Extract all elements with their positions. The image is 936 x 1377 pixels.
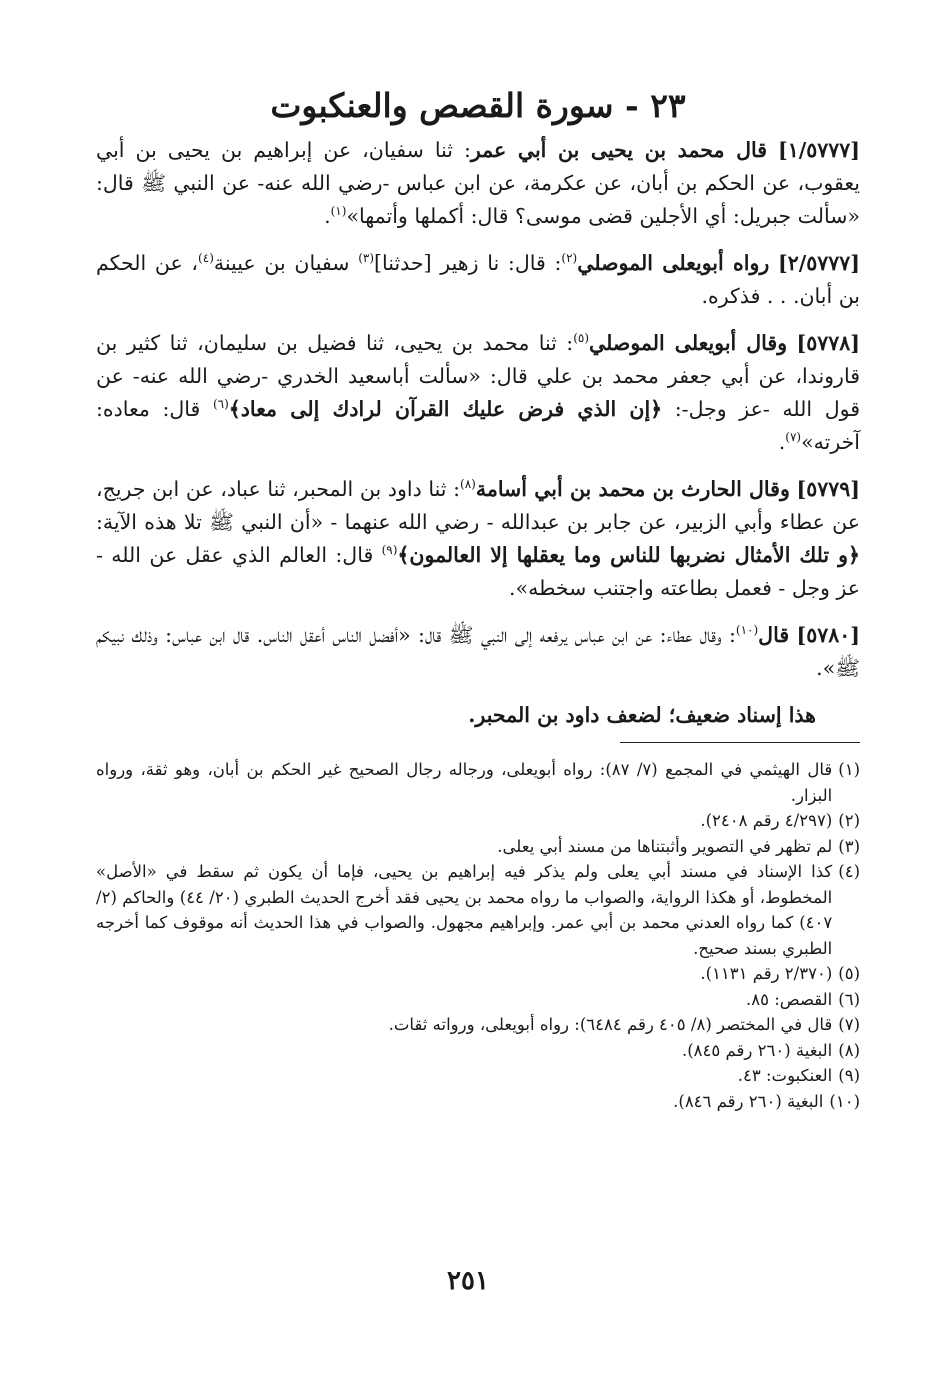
footnote-text: (٤/٢٩٧ رقم ٢٤٠٨). — [700, 811, 833, 830]
entry-tail: . — [324, 204, 331, 228]
footnote-marker[interactable]: (٨) — [460, 477, 476, 491]
footnote-divider — [620, 742, 860, 743]
footnote-number: (١٠) — [829, 1091, 860, 1111]
entry-body: : ثنا داود بن المحبر، ثنا عباد، عن ابن جريج، عن عطاء وأبي الزبير، عن جابر بن عبدالله - رضي الله عنهما - «أن النبي ﷺ تلا هذه الآية: — [96, 477, 860, 534]
footnote-marker[interactable]: (٥) — [573, 331, 590, 345]
entry-body: ، عن الحكم بن أبان. . . فذكره. — [96, 251, 860, 308]
footnote-marker[interactable]: (٣) — [358, 251, 375, 265]
footnote-text: البغية (٢٦٠ رقم ٨٤٥). — [681, 1040, 833, 1060]
entry-ref: [٥٧٧٩] — [796, 477, 860, 501]
page-title: ٢٣ - سورة القصص والعنكبوت — [270, 86, 686, 125]
footnote-number: (٣) — [838, 836, 860, 856]
footnote-item — [96, 1063, 860, 1089]
entry-body: قال: معاده: آخرته» — [96, 397, 860, 454]
entry-lead: قال محمد بن يحيى بن أبي عمر — [470, 138, 768, 162]
footnote-number: (٢) — [838, 811, 860, 830]
footnote-text: كذا الإسناد في مسند أبي يعلى ولم يذكر فيه إبراهيم بن يحيى، فإما أن يكون ثم سقط في «الأصل» المخطوط، أو هكذا الرواية، والصواب ما رواه محمد بن يحيى فقد أخرج الحديث الطبري (٢٠/ ٤٤) والحاكم (٢/ ٤٠٧) كما رواه العدني محمد بن أبي عمر. وإبراهيم مجهول. والصواب في هذا الحديث أنه موقوف كما أخرجه الطبري بسند صحيح. — [96, 862, 833, 958]
footnote-text: قال الهيثمي في المجمع (٧/ ٨٧): رواه أبويعلى، ورجاله رجال الصحيح غير الحكم بن أبان، وهو ثقة، ورواه البزار. — [96, 760, 833, 805]
entry-ref: [٢/٥٧٧٧] — [778, 251, 860, 275]
footnote-number: (٩) — [838, 1066, 860, 1085]
footnote-number: (٦) — [838, 989, 860, 1009]
entry-5779 — [96, 473, 860, 605]
footnote-item — [96, 1012, 860, 1038]
entry-body: : وقال عطاء: عن ابن عباس يرفعه إلى النبي ﷺ قال: «أفضل الناس أعقل الناس. قال ابن عباس: وذلك نبيكم ﷺ». — [96, 623, 860, 680]
entry-body: قال: العالم الذي عقل عن الله - عز وجل - فعمل بطاعته واجتنب سخطه». — [96, 543, 860, 600]
footnote-text: قال في المختصر (٨/ ٤٠٥ رقم ٦٤٨٤): رواه أبويعلى، ورواته ثقات. — [388, 1015, 833, 1034]
footnote-number: (٤) — [838, 862, 860, 881]
footnote-item — [96, 757, 860, 808]
entry-lead: قال — [758, 623, 790, 647]
footnotes-section — [96, 757, 860, 1114]
entry-5778 — [96, 327, 860, 459]
entry-body: سفيان بن عيينة — [213, 251, 359, 275]
quran-verse: ﴿إن الذي فرض عليك القرآن لرادك إلى معاد﴾ — [228, 397, 663, 421]
footnote-number: (٥) — [838, 964, 860, 983]
footnote-marker[interactable]: (٦) — [212, 397, 229, 411]
entry-lead: وقال أبويعلى الموصلي — [589, 331, 788, 355]
footnote-item — [96, 961, 860, 987]
entry-5777-1 — [96, 134, 860, 233]
footnote-text: (٢/٣٧٠ رقم ١١٣١). — [700, 964, 833, 983]
footnote-number: (١) — [838, 760, 860, 779]
entry-body: : ثنا محمد بن يحيى، ثنا فضيل بن سليمان، ثنا كثير بن قاروندا، عن أبي جعفر محمد بن علي قال: «سألت أباسعيد الخدري -رضي الله عنه- عن قول الله -عز وجل-: — [96, 331, 860, 421]
footnote-item — [96, 859, 860, 961]
footnote-item — [96, 1038, 860, 1064]
entry-ref: [١/٥٧٧٧] — [778, 138, 860, 162]
entry-body: : ثنا سفيان، عن إبراهيم بن يحيى بن أبي يعقوب، عن الحكم بن أبان، عن عكرمة، عن ابن عباس -رضي الله عنه- عن النبي ﷺ قال: «سألت جبريل: أي الأجلين قضى موسى؟ قال: أكملها وأتمها» — [96, 138, 860, 228]
footnote-text: العنكبوت: ٤٣. — [737, 1066, 833, 1085]
footnote-marker[interactable]: (٧) — [785, 430, 802, 444]
entry-lead: رواه أبويعلى الموصلي — [577, 251, 770, 275]
entry-tail: . — [778, 430, 786, 454]
footnote-text: القصص: ٨٥. — [745, 989, 833, 1009]
footnote-item — [96, 808, 860, 834]
page-number: ٢٥١ — [447, 1266, 489, 1296]
quran-verse: ﴿و تلك الأمثال نضربها للناس وما يعقلها إلا العالمون﴾ — [397, 543, 860, 567]
entry-5777-2 — [96, 247, 860, 313]
footnote-item — [96, 1089, 860, 1115]
footnote-item — [96, 987, 860, 1013]
footnote-marker[interactable]: (١٠) — [735, 623, 759, 637]
footnote-marker[interactable]: (١) — [330, 204, 347, 218]
grading-note: هذا إسناد ضعيف؛ لضعف داود بن المحبر. — [468, 703, 816, 727]
footnote-text: لم تظهر في التصوير وأثبتناها من مسند أبي يعلى. — [497, 836, 833, 856]
entry-lead: وقال الحارث بن محمد بن أبي أسامة — [475, 477, 790, 501]
footnote-number: (٧) — [838, 1015, 860, 1034]
entry-ref: [٥٧٧٨] — [796, 331, 860, 355]
footnote-marker[interactable]: (٢) — [561, 251, 578, 265]
footnote-text: البغية (٢٦٠ رقم ٨٤٦). — [673, 1091, 824, 1111]
entry-body: : قال: نا زهير [حدثنا] — [374, 251, 562, 275]
footnote-marker[interactable]: (٤) — [198, 251, 214, 265]
footnote-marker[interactable]: (٩) — [381, 543, 398, 557]
footnote-number: (٨) — [838, 1040, 860, 1060]
entry-5780 — [96, 619, 860, 685]
entry-ref: [٥٧٨٠] — [796, 623, 860, 647]
footnote-item — [96, 834, 860, 860]
